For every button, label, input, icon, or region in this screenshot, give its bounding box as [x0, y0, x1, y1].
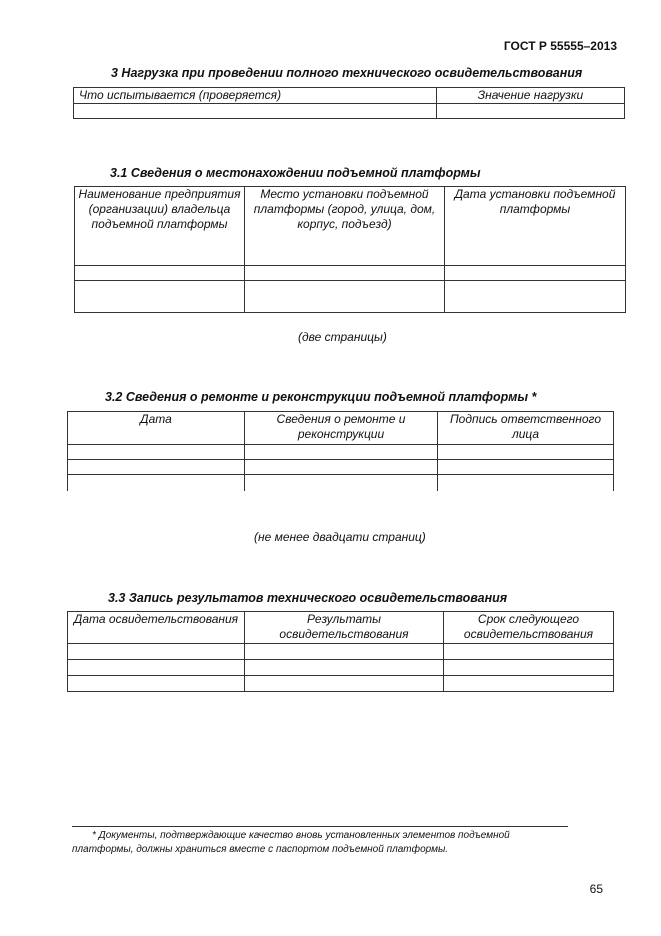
footnote-line-2: платформы, должны храниться вместе с паспортом подъемной платформы. — [72, 844, 449, 855]
repair-cell — [68, 475, 245, 491]
inspection-cell — [444, 660, 614, 676]
footnote — [72, 829, 572, 857]
inspection-cell — [245, 676, 444, 692]
location-table — [74, 186, 626, 313]
inspection-cell — [68, 676, 245, 692]
location-header-place: Место установки подъемной платформы (город, улица, дом, корпус, подъезд) — [245, 187, 445, 266]
inspection-cell — [444, 676, 614, 692]
section-3-3-title: 3.3 Запись результатов технического освидетельствования — [108, 591, 508, 605]
location-cell — [75, 266, 245, 281]
repair-cell — [245, 460, 438, 475]
load-table-cell — [437, 104, 625, 119]
repair-cell — [438, 445, 614, 460]
inspection-header-results: Результаты освидетельствования — [245, 612, 444, 644]
inspection-header-next: Срок следующего освидетельствования — [444, 612, 614, 644]
inspection-cell — [68, 644, 245, 660]
location-cell — [445, 266, 626, 281]
repair-table — [67, 411, 614, 491]
load-table-header-tested: Что испытывается (проверяется) — [74, 88, 437, 104]
repair-cell — [245, 475, 438, 491]
section-3-title: 3 Нагрузка при проведении полного технического освидетельствования — [111, 66, 583, 80]
repair-cell — [245, 445, 438, 460]
location-cell — [245, 266, 445, 281]
footnote-line-1: * Документы, подтверждающие качество вновь установленных элементов подъемной — [92, 830, 510, 841]
repair-header-signature: Подпись ответственного лица — [438, 412, 614, 445]
location-header-date: Дата установки подъемной платформы — [445, 187, 626, 266]
section-3-2-note: (не менее двадцати страниц) — [254, 530, 426, 544]
repair-cell — [68, 460, 245, 475]
location-cell — [245, 281, 445, 313]
section-3-1-title: 3.1 Сведения о местонахождении подъемной платформы — [110, 166, 481, 180]
inspection-table — [67, 611, 614, 692]
inspection-cell — [245, 660, 444, 676]
load-table — [73, 87, 625, 119]
load-table-header-value: Значение нагрузки — [437, 88, 625, 104]
inspection-cell — [68, 660, 245, 676]
section-3-1-note: (две страницы) — [298, 330, 387, 344]
repair-cell — [438, 460, 614, 475]
footnote-separator — [72, 826, 568, 827]
location-cell — [75, 281, 245, 313]
section-3-2-title: 3.2 Сведения о ремонте и реконструкции подъемной платформы * — [105, 390, 537, 404]
repair-header-date: Дата — [68, 412, 245, 445]
repair-cell — [68, 445, 245, 460]
location-header-owner: Наименование предприятия (организации) владельца подъемной платформы — [75, 187, 245, 266]
inspection-cell — [444, 644, 614, 660]
repair-cell — [438, 475, 614, 491]
standard-code: ГОСТ Р 55555–2013 — [503, 39, 617, 53]
location-cell — [445, 281, 626, 313]
page-number: 65 — [589, 882, 603, 896]
load-table-cell — [74, 104, 437, 119]
repair-header-info: Сведения о ремонте и реконструкции — [245, 412, 438, 445]
inspection-header-date: Дата освидетельствования — [68, 612, 245, 644]
inspection-cell — [245, 644, 444, 660]
